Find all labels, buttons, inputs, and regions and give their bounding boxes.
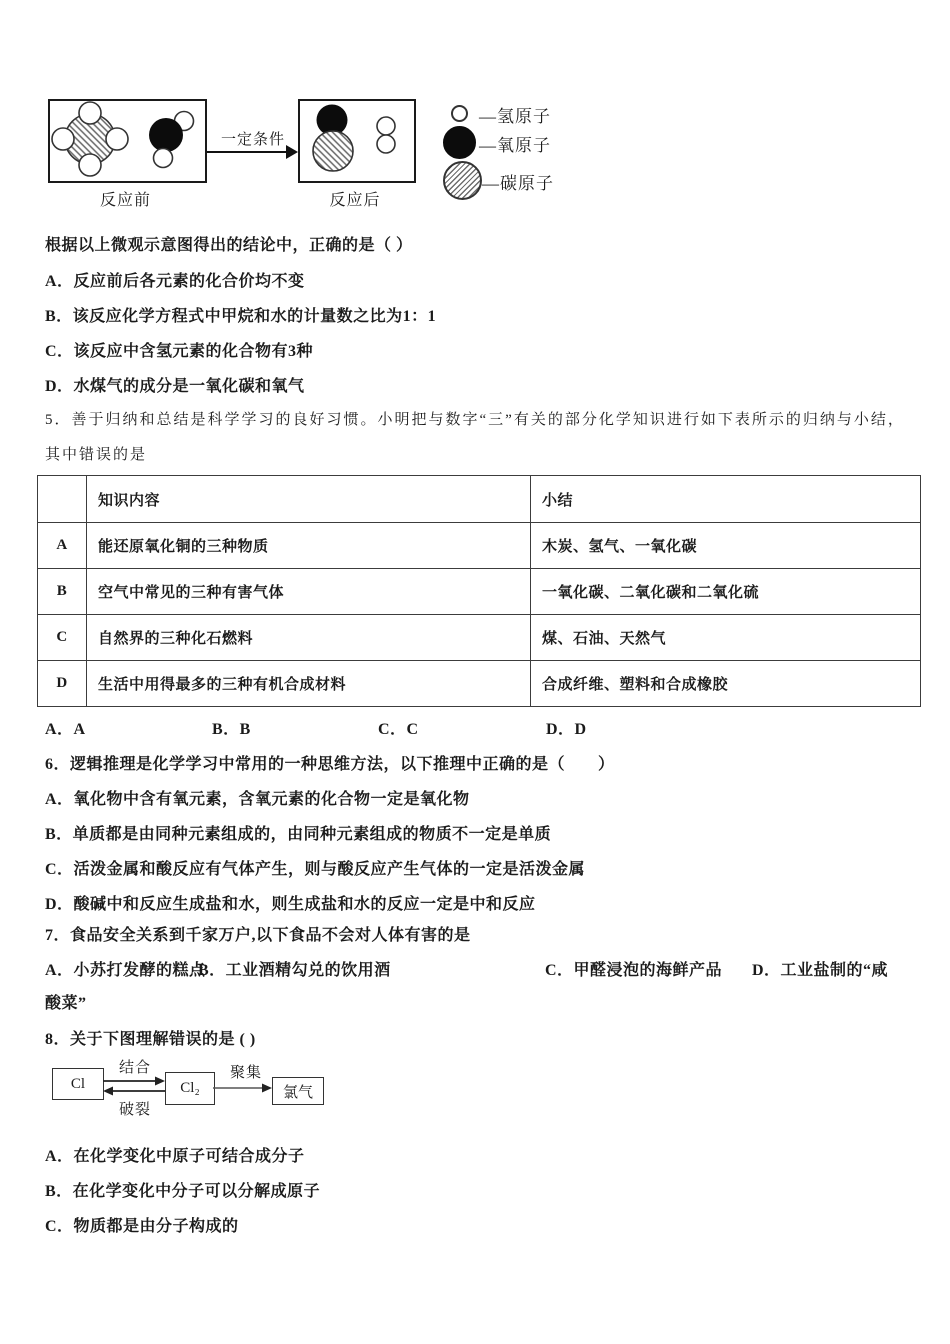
row-knowledge: 空气中常见的三种有害气体 <box>87 569 531 615</box>
q8-option-c: C．物质都是由分子构成的 <box>45 1218 239 1235</box>
cl-atom-box <box>52 1068 104 1100</box>
hydrogen-molecule <box>377 117 395 153</box>
q7-option-a: A．小苏打发酵的糕点 <box>45 962 206 979</box>
reaction-arrow <box>206 141 299 163</box>
combine-arrow-label: 结合 <box>118 1060 151 1076</box>
q4-option-c: C．该反应中含氢元素的化合物有3种 <box>45 343 314 360</box>
carbon-monoxide-molecule <box>313 105 353 172</box>
table-row <box>38 523 921 569</box>
legend-carbon-label: —碳原子 <box>482 174 554 193</box>
q7-option-d: D．工业盐制的“咸 <box>752 962 889 979</box>
legend-hydrogen-label: —氢原子 <box>479 107 551 126</box>
row-knowledge: 能还原氧化铜的三种物质 <box>87 523 531 569</box>
after-reaction-molecules <box>300 101 414 181</box>
q6-option-d: D．酸碱中和反应生成盐和水，则生成盐和水的反应一定是中和反应 <box>45 896 536 913</box>
aggregate-arrow <box>213 1084 272 1093</box>
break-arrow <box>103 1087 165 1096</box>
row-knowledge: 生活中用得最多的三种有机合成材料 <box>87 661 531 707</box>
row-knowledge: 自然界的三种化石燃料 <box>87 615 531 661</box>
row-summary: 煤、石油、天然气 <box>531 615 921 661</box>
row-label: D <box>38 661 87 707</box>
oxygen-atom-icon <box>443 126 476 159</box>
q6-option-a: A．氧化物中含有氧元素，含氧元素的化合物一定是氧化物 <box>45 791 470 808</box>
q7-option-d-wrap: 酸菜” <box>45 995 87 1012</box>
row-summary: 一氧化碳、二氧化碳和二氧化硫 <box>531 569 921 615</box>
knowledge-table <box>37 475 921 707</box>
after-reaction-label: 反应后 <box>329 192 381 209</box>
q6-stem: 6．逻辑推理是化学学习中常用的一种思维方法，以下推理中正确的是（ ） <box>45 756 615 773</box>
q5-answer-c: C．C <box>378 721 419 738</box>
q8-option-b: B．在化学变化中分子可以分解成原子 <box>45 1183 321 1200</box>
q4-option-b: B．该反应化学方程式中甲烷和水的计量数之比为1：1 <box>45 308 437 325</box>
before-reaction-molecules <box>50 101 205 181</box>
q8-stem: 8．关于下图理解错误的是 ( ) <box>45 1031 256 1048</box>
water-molecule <box>149 112 194 168</box>
table-row <box>38 569 921 615</box>
table-row <box>38 615 921 661</box>
row-summary: 合成纤维、塑料和合成橡胶 <box>531 661 921 707</box>
row-label: A <box>38 523 87 569</box>
aggregate-arrow-label: 聚集 <box>229 1065 262 1081</box>
condition-label: 一定条件 <box>220 132 285 148</box>
q4-option-d: D．水煤气的成分是一氧化碳和氧气 <box>45 378 305 395</box>
carbon-atom-icon <box>443 161 482 200</box>
table-header-blank <box>38 476 87 523</box>
row-label: C <box>38 615 87 661</box>
before-reaction-label: 反应前 <box>99 192 151 209</box>
table-header-row <box>38 476 921 523</box>
hydrogen-atom-icon <box>451 105 468 122</box>
row-summary: 木炭、氢气、一氧化碳 <box>531 523 921 569</box>
q4-option-a: A．反应前后各元素的化合价均不变 <box>45 273 305 290</box>
legend-oxygen-label: —氧原子 <box>479 136 551 155</box>
methane-molecule <box>52 102 128 176</box>
q7-option-b: B．工业酒精勾兑的饮用酒 <box>198 962 391 979</box>
q7-stem: 7．食品安全关系到千家万户,以下食品不会对人体有害的是 <box>45 927 471 944</box>
chlorine-gas-box <box>272 1077 324 1105</box>
after-reaction-box <box>298 99 416 183</box>
row-label: B <box>38 569 87 615</box>
q6-option-c: C．活泼金属和酸反应有气体产生，则与酸反应产生气体的一定是活泼金属 <box>45 861 586 878</box>
cl-atom-label: Cl <box>70 1075 86 1092</box>
q7-option-c: C．甲醛浸泡的海鲜产品 <box>545 962 723 979</box>
cl-diagram-arrows <box>100 1075 275 1099</box>
q4-stem: 根据以上微观示意图得出的结论中，正确的是（ ） <box>45 237 413 254</box>
table-row <box>38 661 921 707</box>
q5-stem-line2: 其中错误的是 <box>45 447 148 463</box>
break-arrow-label: 破裂 <box>118 1102 151 1118</box>
q5-stem-line1: 5．善于归纳和总结是科学学习的良好习惯。小明把与数字“三”有关的部分化学知识进行如下表所示的归纳与小结， <box>45 412 905 428</box>
q5-answer-a: A．A <box>45 721 86 738</box>
combine-arrow <box>103 1077 165 1086</box>
cl2-molecule-label: Cl₂ <box>180 1080 200 1096</box>
chlorine-gas-label: 氯气 <box>282 1084 313 1101</box>
before-reaction-box <box>48 99 207 183</box>
table-header-knowledge: 知识内容 <box>87 476 531 523</box>
q6-option-b: B．单质都是由同种元素组成的，由同种元素组成的物质不一定是单质 <box>45 826 552 843</box>
q5-answer-d: D．D <box>546 721 587 738</box>
q8-option-a: A．在化学变化中原子可结合成分子 <box>45 1148 305 1165</box>
table-header-summary: 小结 <box>531 476 921 523</box>
q5-answer-b: B．B <box>212 721 251 738</box>
